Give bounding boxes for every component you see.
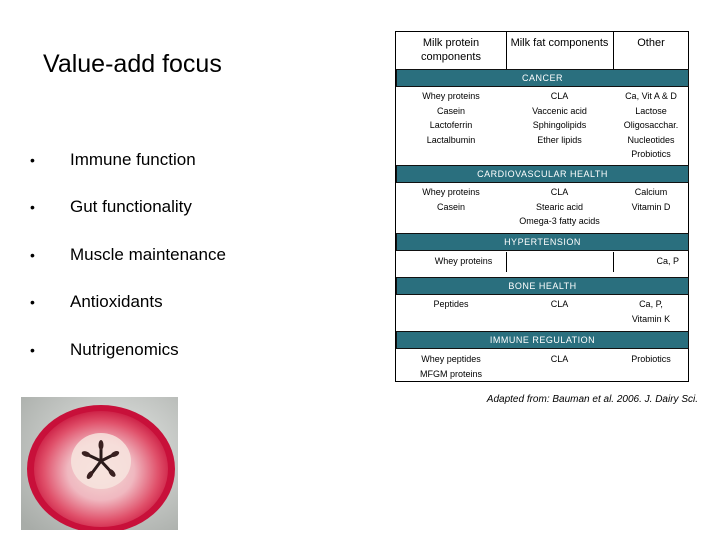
apple-icon — [21, 397, 178, 530]
cell-text: Probiotics — [631, 354, 671, 364]
cell-text: CLA — [550, 354, 569, 364]
cell-text: Whey peptides — [421, 354, 481, 364]
cell-text: Ca, P, — [639, 299, 663, 309]
cell-text: Casein — [436, 201, 465, 212]
bullet-marker: • — [30, 247, 35, 263]
cell-text: Ca, P — [656, 256, 679, 266]
cell-text: Whey proteins — [422, 91, 480, 101]
bullet-text: Nutrigenomics — [70, 340, 179, 359]
bullet-text: Immune function — [70, 150, 196, 169]
source-citation: Adapted from: Bauman et al. 2006. J. Dairy Sci. — [486, 394, 698, 405]
header-other: Other — [637, 37, 665, 49]
cancer-other-cell — [613, 89, 689, 162]
bullet-text: Muscle maintenance — [70, 245, 226, 264]
cell-text: Nucleotides — [627, 134, 675, 145]
header-milk-fat: Milk fat components — [510, 37, 609, 49]
band-bone-health: BONE HEALTH — [396, 277, 689, 295]
immune-other-cell — [613, 352, 689, 367]
cell-text: Lactalbumin — [426, 134, 476, 145]
header-milk-protein: Milk protein components — [421, 37, 481, 63]
hypertension-other-cell — [613, 254, 689, 269]
cell-text: Ca, Vit A & D — [625, 91, 677, 101]
cell-text: Sphingolipids — [532, 120, 587, 130]
health-benefits-table — [395, 31, 689, 382]
bullet-item-antioxidants — [30, 292, 163, 312]
bullet-text: Antioxidants — [70, 292, 163, 311]
cell-text: Peptides — [433, 299, 469, 309]
immune-protein-cell — [396, 352, 506, 381]
band-cancer: CANCER — [396, 69, 689, 87]
bullet-item-gut-functionality — [30, 197, 192, 217]
cell-text: MFGM proteins — [419, 368, 482, 379]
cardio-fat-cell — [506, 185, 613, 229]
cell-text: Whey proteins — [434, 256, 493, 266]
cell-text: CLA — [550, 91, 569, 101]
cell-text: Vitamin K — [631, 313, 671, 324]
cell-text: Lactose — [635, 105, 667, 116]
band-hypertension: HYPERTENSION — [396, 233, 689, 251]
cell-text: Whey proteins — [422, 187, 480, 197]
bullet-marker: • — [30, 152, 35, 168]
cell-text: Stearic acid — [535, 201, 584, 212]
cell-text: Oligosacchar. — [623, 120, 679, 130]
cancer-fat-cell — [506, 89, 613, 147]
cell-text: CLA — [550, 187, 569, 197]
cell-text: Ether lipids — [537, 134, 582, 145]
bullet-marker: • — [30, 342, 35, 358]
cell-text: Lactoferrin — [429, 120, 473, 130]
cell-text: Vaccenic acid — [532, 105, 587, 116]
cardio-other-cell — [613, 185, 689, 214]
bullet-marker: • — [30, 294, 35, 310]
cardio-protein-cell — [396, 185, 506, 214]
cell-text: Omega-3 fatty acids — [519, 216, 600, 226]
cell-text: CLA — [550, 299, 569, 309]
bullet-item-immune-function — [30, 150, 196, 170]
slide-title: Value-add focus — [43, 50, 222, 78]
cell-text: Calcium — [634, 187, 668, 197]
cancer-protein-cell — [396, 89, 506, 147]
cell-text: Casein — [436, 105, 465, 116]
apple-photo — [21, 397, 178, 530]
bone-other-cell — [613, 297, 689, 326]
bullet-item-muscle-maintenance — [30, 245, 226, 265]
bullet-item-nutrigenomics — [30, 340, 179, 360]
cell-text: Probiotics — [631, 149, 671, 159]
bullet-marker: • — [30, 199, 35, 215]
bone-fat-cell — [506, 297, 613, 312]
band-cardiovascular-health: CARDIOVASCULAR HEALTH — [396, 165, 689, 183]
immune-fat-cell — [506, 352, 613, 367]
hypertension-protein-cell — [396, 254, 531, 269]
band-immune-regulation: IMMUNE REGULATION — [396, 331, 689, 349]
bullet-text: Gut functionality — [70, 197, 192, 216]
bone-protein-cell — [396, 297, 506, 312]
cell-text: Vitamin D — [631, 201, 671, 212]
